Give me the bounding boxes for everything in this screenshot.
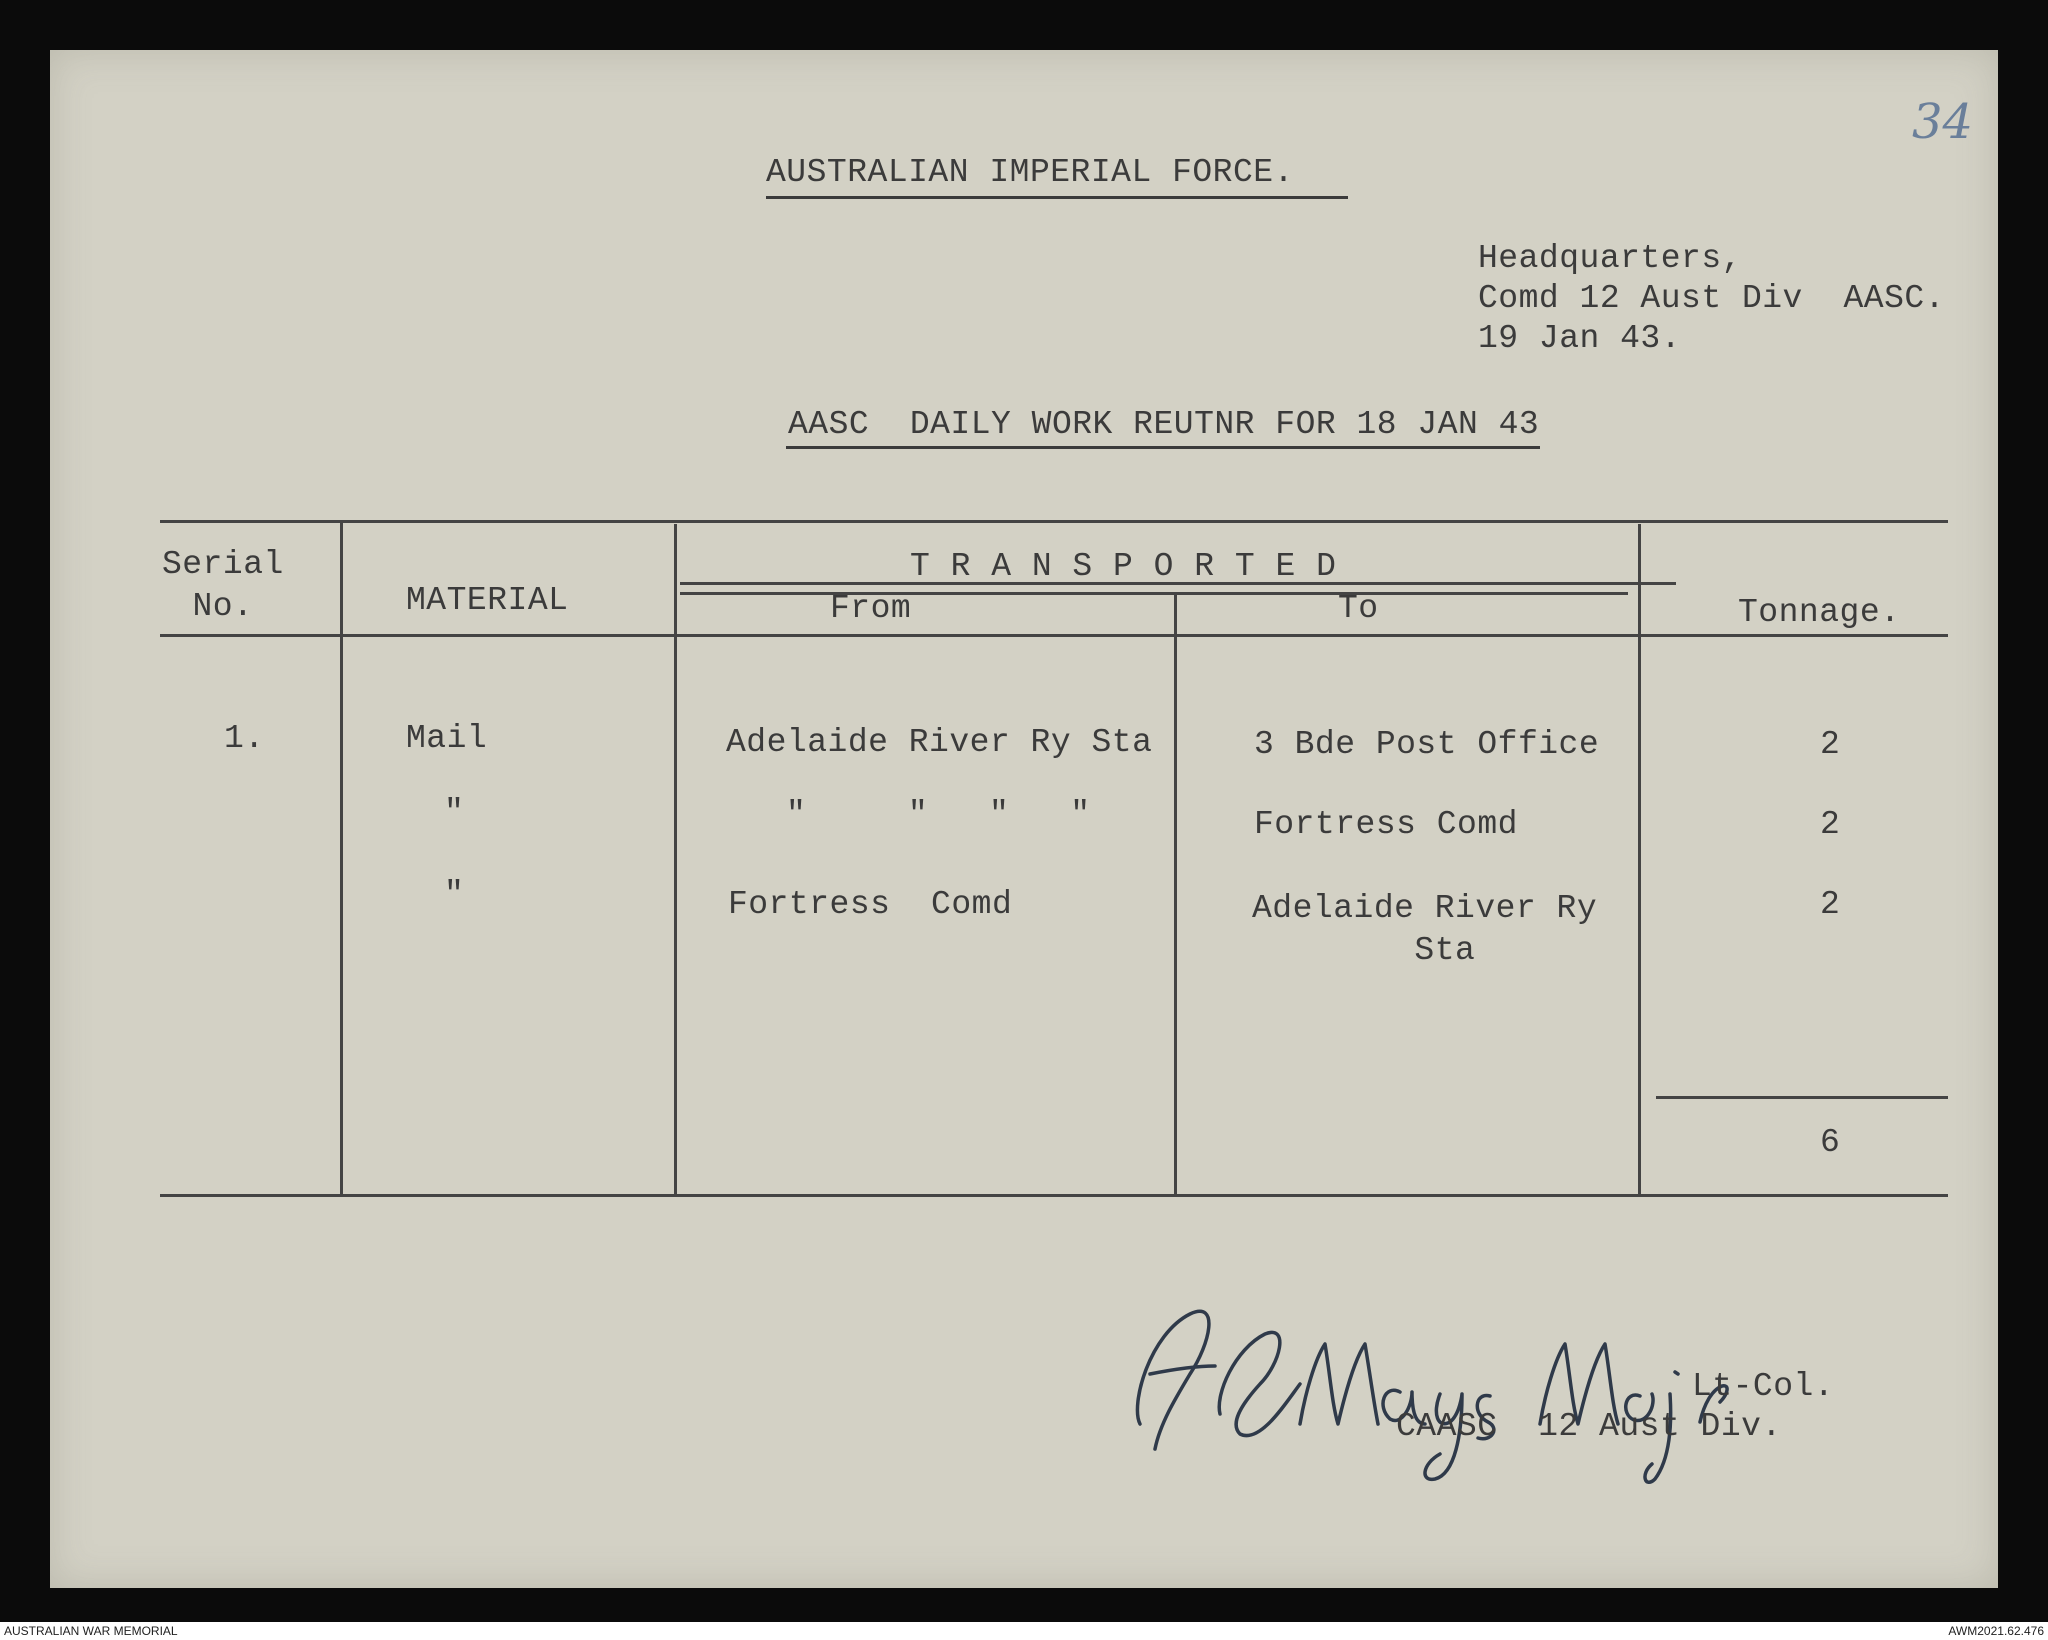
footer-right: AWM2021.62.476 (1948, 1624, 2044, 1638)
row-3-from: Fortress Comd (728, 886, 1013, 923)
page-number: 34 (1912, 94, 1974, 150)
row-2-tonnage: 2 (1820, 806, 1841, 843)
row-1-tonnage: 2 (1820, 726, 1841, 763)
subheader-rule (680, 592, 1628, 595)
row-3-tonnage: 2 (1820, 886, 1841, 923)
signature-rank: Lt-Col. (1692, 1368, 1835, 1405)
document-page (50, 50, 1998, 1588)
address-line-1: Headquarters, (1478, 240, 1742, 277)
row-1-to: 3 Bde Post Office (1254, 726, 1600, 763)
header-tonnage: Tonnage. (1738, 594, 1901, 631)
tonnage-total: 6 (1820, 1124, 1841, 1161)
col-divider-3 (1174, 594, 1177, 1196)
col-divider-1 (340, 522, 343, 1196)
report-title: AASC DAILY WORK REUTNR FOR 18 JAN 43 (788, 406, 1540, 443)
address-line-2: Comd 12 Aust Div AASC. (1478, 280, 1945, 317)
total-rule (1656, 1096, 1948, 1099)
header-bottom-rule (160, 634, 1948, 637)
row-3-to: Adelaide River Ry Sta (1252, 890, 1598, 969)
header-transported: T R A N S P O R T E D (910, 548, 1337, 585)
header-material: MATERIAL (406, 582, 569, 619)
row-1-from: Adelaide River Ry Sta (726, 724, 1153, 761)
header-serial: Serial No. (162, 546, 284, 625)
row-2-from: " " " " (786, 796, 1091, 833)
heading-underline (766, 196, 1348, 199)
col-divider-2 (674, 524, 677, 1196)
title-underline (786, 446, 1540, 449)
document-heading: AUSTRALIAN IMPERIAL FORCE. (766, 154, 1294, 191)
header-from: From (830, 590, 912, 627)
footer-left: AUSTRALIAN WAR MEMORIAL (4, 1624, 178, 1638)
row-3-material: " (444, 876, 465, 913)
row-2-to: Fortress Comd (1254, 806, 1518, 843)
col-divider-4 (1638, 524, 1641, 1196)
signature-unit: CAASC 12 Aust Div. (1396, 1408, 1782, 1445)
row-2-material: " (444, 794, 465, 831)
row-1-material: Mail (406, 720, 488, 757)
header-to: To (1338, 590, 1379, 627)
table-bottom-rule (160, 1194, 1948, 1197)
address-line-3: 19 Jan 43. (1478, 320, 1682, 357)
row-1-serial: 1. (224, 720, 265, 757)
table-top-rule (160, 520, 1948, 523)
handwritten-signature (1100, 1274, 1740, 1494)
